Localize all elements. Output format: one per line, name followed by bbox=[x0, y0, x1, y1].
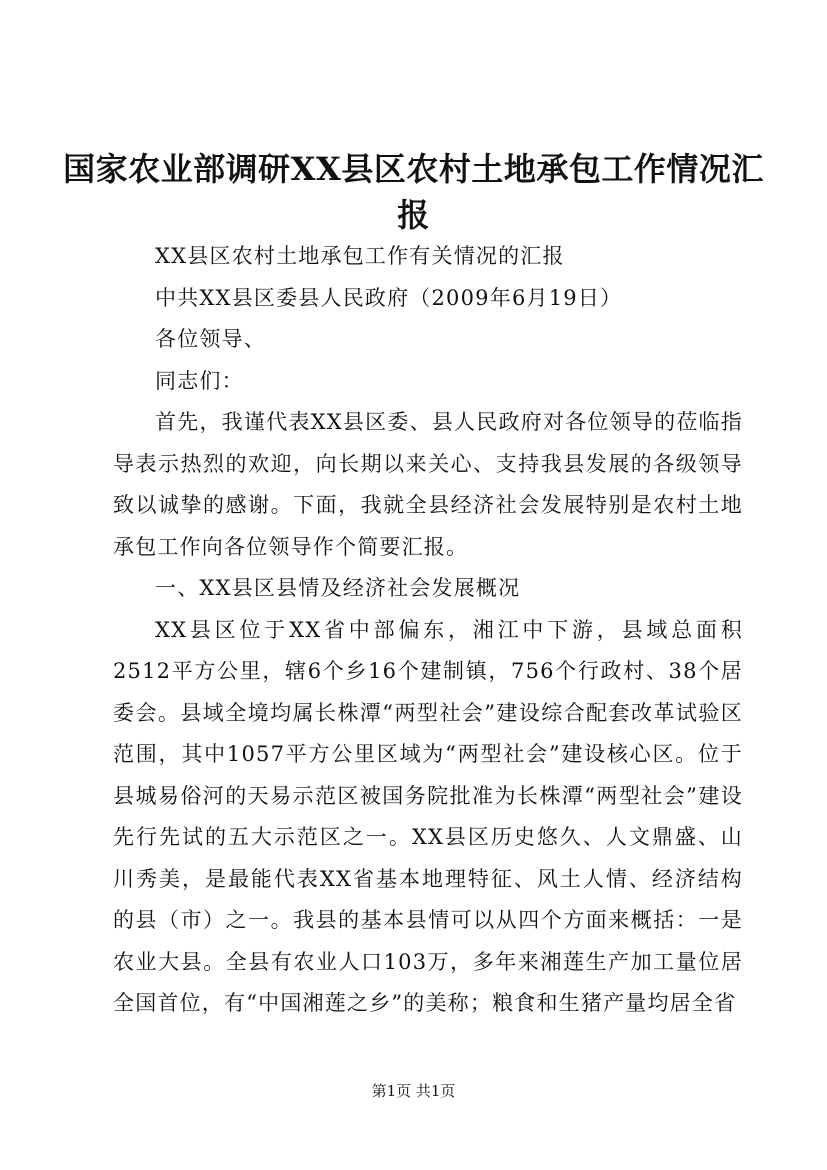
report-subtitle: XX县区农村土地承包工作有关情况的汇报 bbox=[155, 244, 565, 268]
report-issuer-date: 中共XX县区委县人民政府（2009年6月19日） bbox=[155, 285, 623, 310]
section-heading-1: 一、XX县区县情及经济社会发展概况 bbox=[155, 576, 521, 600]
opening-paragraph: 首先，我谨代表XX县区委、县人民政府对各位领导的莅临指导表示热烈的欢迎，向长期以来关心、支持我县发展的各级领导致以诚挚的感谢。下面，我就全县经济社会发展特别是农村土地承包工作向各位领导作个简要汇报。 bbox=[113, 410, 743, 559]
county-overview-paragraph: XX县区位于XX省中部偏东，湘江中下游，县域总面积2512平方公里，辖6个乡16个建制镇，756个行政村、38个居委会。县域全境均属长株潭“两型社会”建设综合配套改革试验区范围，其中1057平方公里区域为“两型社会”建设核心区。位于县城易俗河的天易示范区被国务院批准为长株潭“两型社会”建设先行先试的五大示范区之一。XX县区历史悠久、人文鼎盛、山川秀美，是最能代表XX省基本地理特征、风土人情、经济结构的县（市）之一。我县的基本县情可以从四个方面来概括：一是农业大县。全县有农业人口103万，多年来湘莲生产加工量位居全国首位，有“中国湘莲之乡”的美称；粮食和生猪产量均居全省 bbox=[113, 617, 743, 1015]
document-body bbox=[113, 236, 743, 1025]
document-title: 国家农业部调研XX县区农村土地承包工作情况汇报 bbox=[63, 150, 764, 234]
salutation-comrades: 同志们： bbox=[155, 368, 244, 393]
page-footer: 第1页 共1页 bbox=[371, 1082, 456, 1100]
salutation-leaders: 各位领导、 bbox=[155, 327, 266, 351]
